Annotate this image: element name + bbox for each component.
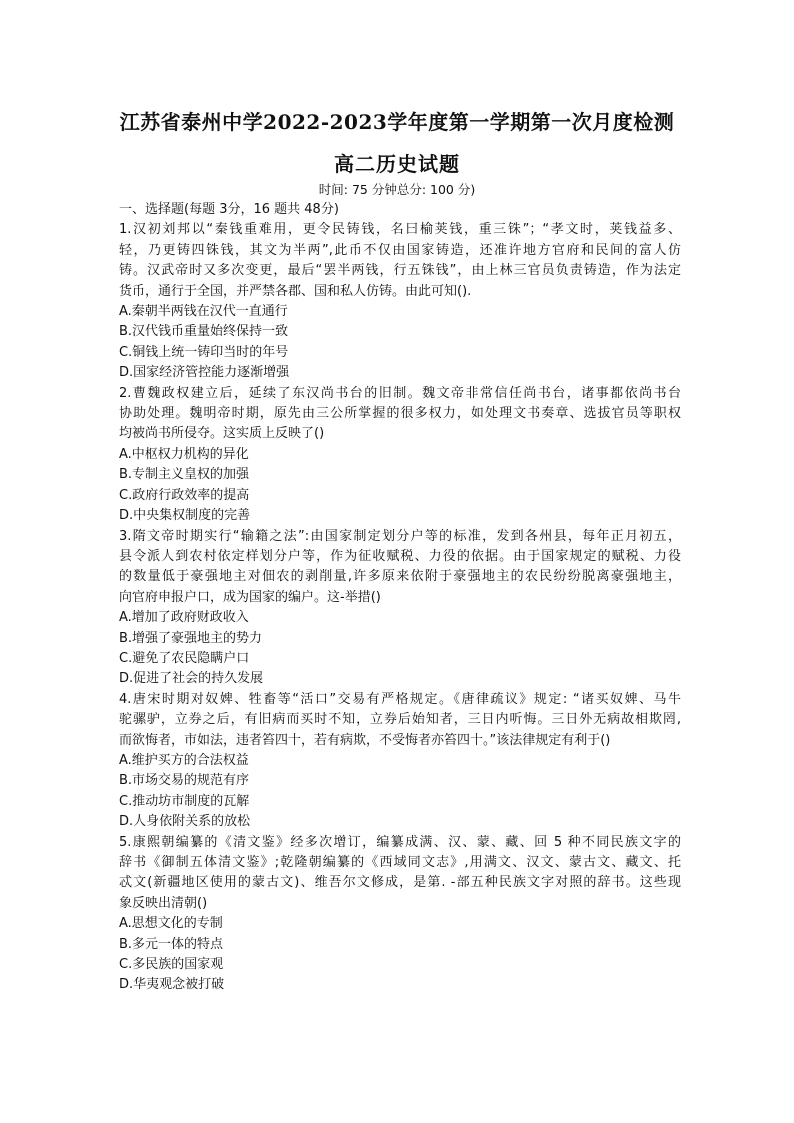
- question-text-line: 2.曹魏政权建立后，延续了东汉尚书台的旧制。魏文帝非常信任尚书台，诸事都依尚书台: [119, 385, 681, 401]
- option-b: B.汉代钱币重量始终保持一致: [119, 324, 289, 340]
- option-a: A.增加了政府财政收入: [119, 610, 249, 626]
- option-b: B.市场交易的规范有序: [119, 773, 250, 789]
- option-a: A.中枢权力机构的异化: [119, 446, 249, 462]
- option-c: C.铜钱上统一铸印当时的年号: [119, 344, 289, 360]
- option-c: C.避免了农民隐瞒户口: [119, 650, 250, 666]
- question-text-line: 轻，乃更铸四铢钱，其文为半两”,此币不仅由国家铸造，还准许地方官府和民间的富人仿: [119, 242, 681, 258]
- question-text-line: 铸。汉武帝时又多次变更，最后“罢半两钱，行五铢钱”，由上林三官员负责铸造，作为法定: [119, 263, 681, 279]
- question-text-line: 均被尚书所侵夺。这实质上反映了(): [119, 426, 325, 442]
- question-text-line: 的数量低于豪强地主对佃农的剥削量,许多原来依附于豪强地主的农民纷纷脱离豪强地主，: [119, 569, 681, 585]
- question-text-line: 向官府申报户口，成为国家的编户。这-举措(): [119, 589, 381, 605]
- option-d: D.华夷观念被打破: [119, 977, 225, 993]
- option-d: D.国家经济管控能力逐渐增强: [119, 365, 290, 381]
- option-a: A.秦朝半两钱在汉代一直通行: [119, 304, 288, 320]
- question-text-line: 协助处理。魏明帝时期，原先由三公所掌握的很多权力，如处理文书奏章、选拔官员等职权: [119, 406, 681, 422]
- question-text-line: 辞书《御制五体清文鉴》;乾隆朝编纂的《西域同文志》,用满文、汉文、蒙古文、藏文、托: [119, 855, 681, 870]
- question-2: [119, 384, 681, 527]
- option-a: A.思想文化的专制: [119, 916, 223, 932]
- question-text-line: 3.隋文帝时期实行“输籍之法”:由国家制定划分户等的标准，发到各州县，每年正月初五，: [119, 528, 681, 544]
- exam-subtitle: 高二历史试题: [334, 152, 460, 176]
- option-d: D.人身依附关系的放松: [119, 814, 251, 830]
- option-d: D.中央集权制度的完善: [119, 508, 251, 524]
- option-d: D.促进了社会的持久发展: [119, 671, 264, 687]
- option-c: C.推动坊市制度的瓦解: [119, 793, 250, 809]
- question-text-line: 驼骡驴，立券之后，有旧病而买时不知，立券后始知者，三日内听悔。三日外无病故相欺罔,: [119, 712, 681, 728]
- question-text-line: 5.康熙朝编纂的《清文鉴》经多次增订，编纂成满、汉、蒙、藏、回 5 种不同民族文字的: [119, 834, 681, 850]
- question-text-line: 忒文(新疆地区使用的蒙古文)、维吾尔文修成，是第. -部五种民族文字对照的辞书。这些现: [119, 875, 681, 891]
- question-5: [119, 833, 681, 996]
- question-text-line: 而欲悔者，市如法，违者笞四十，若有病欺，不受悔者亦笞四十。”该法律规定有利于(): [119, 732, 611, 748]
- question-1: [119, 220, 681, 383]
- question-text-line: 货币，通行于全国，并严禁各郡、国和私人仿铸。由此可知().: [119, 283, 472, 299]
- section-heading: 一、选择题(每题 3分，16 题共 48分): [119, 202, 339, 217]
- exam-title: 江苏省泰州中学2022-2023学年度第一学期第一次月度检测: [119, 110, 675, 134]
- option-a: A.维护买方的合法权益: [119, 752, 249, 768]
- question-text-line: 4.唐宋时期对奴婢、牲畜等“活口”交易有严格规定。《唐律疏议》规定: “诸买奴婢、马牛: [119, 691, 681, 707]
- option-b: B.专制主义皇权的加强: [119, 467, 250, 483]
- question-text-line: 象反映出清朝(): [119, 895, 208, 911]
- time-score-info: 时间: 75 分钟总分: 100 分): [318, 182, 476, 197]
- question-text-line: 县令派人到农村依定样划分户等，作为征收赋税、力役的依据。由于国家规定的赋税、力役: [119, 548, 681, 564]
- option-c: C.多民族的国家观: [119, 957, 224, 973]
- question-text-line: 1.汉初刘邦以“秦钱重难用，更令民铸钱，名曰榆荚钱，重三铢”；“孝文时，荚钱益多、: [119, 222, 681, 238]
- option-c: C.政府行政效率的提高: [119, 487, 250, 503]
- question-4: [119, 690, 681, 833]
- question-3: [119, 527, 681, 690]
- option-b: B.增强了豪强地主的势力: [119, 630, 263, 646]
- option-b: B.多元一体的特点: [119, 936, 224, 952]
- exam-body: [119, 200, 681, 996]
